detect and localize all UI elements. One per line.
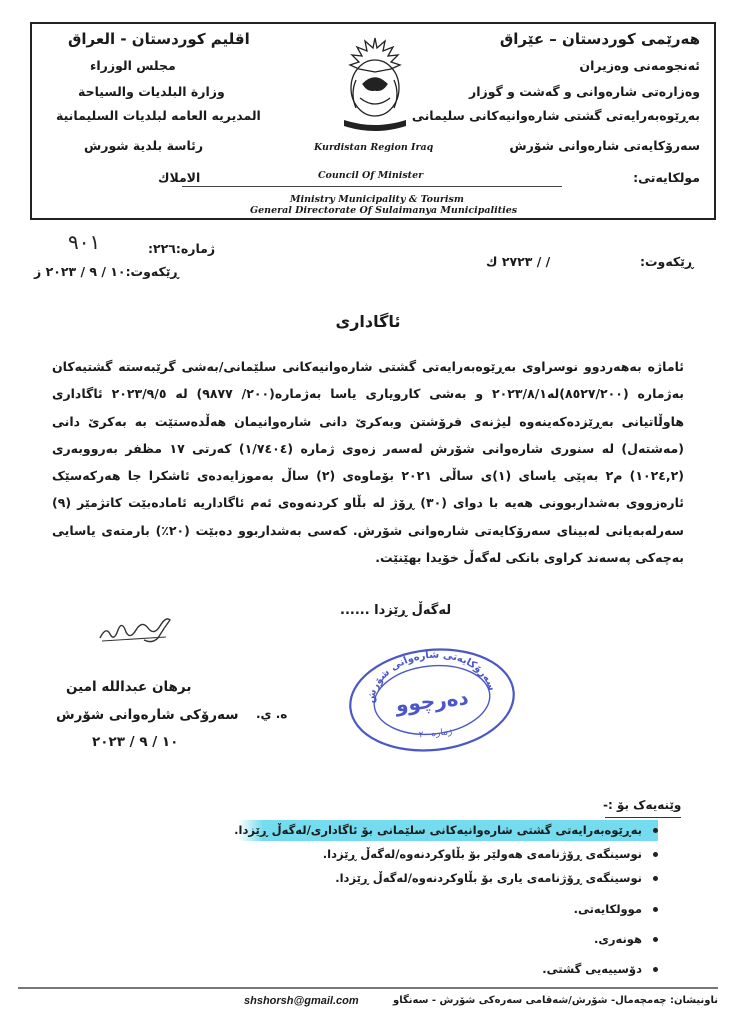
header-presidency-arabic: رئاسة بلدية شورش (84, 138, 204, 153)
header-region-english: Kurdistan Region Iraq (314, 142, 434, 153)
header-region-kurdish: هەرێمی کوردستان – عێراق (499, 30, 700, 48)
stamp-bottom-text: ژمارە ٢٠ (418, 727, 453, 741)
stamp-center-text: دەرچوو (394, 685, 470, 717)
cc-list (234, 820, 658, 980)
header-directorate-arabic: المديريه العامه لبلديات السليمانية (56, 108, 261, 123)
notice-body-text: ئاماژە بەهەردوو نوسراوی بەڕێوەبەرایەتی گشتی شارەوانیەکانی سلێمانی/بەشی گرێبەستە گشتیەکان بەژمارە (٨٥٢٧/٢٠٠)لە٢٠٢٣/٨/١ و بەشی کارویاری یاسا بەژمارە(٢٠٠/ ٩٨٧٧) لە ٢٠٢٣/٩/٥ ئاگاداری هاوڵاتیانی بەڕێزدەکەینەوە لیژنەی فرۆشتن وبەکرێ دانی شارەوانیمان هەڵدەستێت بە بەکرێ دانی (مەشتەل) لە سنوری شارەوانی شۆرش لەسەر زەوی ژمارە (١/٧٤٠٤) کەرتی ١٧ مظفر بەرووبەری (١٠٢٤,٢) م٢ بەپێی یاسای (١)ی ساڵی ٢٠٢١ بۆماوەی (٢) ساڵ بەموزایەدەی ئاشکرا جا هەرکەسێک ئارەزووی بەشداربوونی هەیە با دوای (٣٠) ڕۆژ لە بڵاو کردنەوەی ئەم ئاگاداریە ئامادەبێت کاتژمێر (٩) سەرلەبەیانی لەبینای سەرۆکایەتی شارەوانی شۆرش. کەسی بەشداربوو دەبێت (٢٠٪) بارمتەی یاسایی بەچەکی پەسەند کراوی بانکی لەگەڵ خۆیدا بهێنێت. (52, 359, 685, 566)
footer (18, 987, 718, 1007)
header-council-english: Council Of Minister (318, 170, 424, 181)
header-ministry-kurdish: وەزارەتی شارەوانی و گەشت و گوزار (469, 84, 700, 99)
notice-body (52, 353, 684, 571)
header-directorate-english: General Directorate Of Sulaimanya Municipalities (250, 205, 518, 216)
header-property-kurdish: مولکایەتی: (633, 170, 700, 185)
header-ministry-english: Ministry Municipality & Tourism (290, 194, 464, 205)
header-ministry-arabic: وزارة البلديات والسياحة (78, 84, 225, 99)
reference-date: ڕێکەوت:١٠ / ٩ / ٢٠٢٣ ز (34, 264, 179, 279)
footer-email[interactable]: shshorsh@gmail.com (244, 995, 359, 1007)
official-stamp (344, 644, 520, 756)
header-presidency-kurdish: سەرۆکایەتی شارەوانی شۆرش (509, 138, 700, 153)
kurdistan-emblem-icon (330, 32, 420, 140)
notice-title: ئاگاداری (335, 312, 401, 331)
cc-list-item: دۆسییەیی گشتی. (238, 959, 658, 980)
header-divider (182, 186, 562, 187)
header-directorate-kurdish: بەڕێوەبەرایەتی گشتی شارەوانیەکانی سلیمانی (411, 108, 700, 123)
header-region-arabic: اقليم كوردستان - العراق (68, 30, 250, 48)
header-property-arabic: الاملاك (158, 170, 201, 185)
cc-list-item: نوسینگەی ڕۆژنامەی یاری بۆ بڵاوکردنەوە/لەگەڵ ڕێزدا. (238, 868, 658, 889)
cc-list-item: نوسینگەی ڕۆژنامەی هەولێر بۆ بڵاوکردنەوە/لەگەڵ ڕێزدا. (238, 844, 658, 865)
reference-number-handwritten: ٩٠١ (68, 230, 101, 254)
cc-title-underline (605, 817, 681, 818)
signer-title: سەرۆکی شارەوانی شۆرش (56, 707, 239, 723)
letterhead (30, 22, 716, 220)
cc-list-item: بەڕێوەبەرایەتی گشتی شارەوانیەکانی سلێمانی بۆ ئاگاداری/لەگەڵ ڕێزدا. (238, 820, 658, 841)
reference-number-label: ژمارە:٢٢٦: (148, 241, 216, 256)
closing-regards: لەگەڵ ڕێزدا ...... (340, 603, 452, 618)
cc-list-item: موولکایەتی. (238, 899, 658, 920)
cc-title: وێنەیەک بۆ :- (603, 798, 682, 812)
stamp-ring-text: سەرۆکایەتی شارەوانی شۆرش (365, 649, 498, 705)
header-council-kurdish: ئەنجومەنی وەزیران (579, 58, 700, 73)
cc-list-item: هونەری. (238, 929, 658, 950)
signer-prefix: ە. ي. (256, 707, 288, 721)
signer-name: برهان عبدالله امين (66, 679, 192, 695)
footer-address: ناونیشان: چەمچەمال- شۆرش/شەقامی سەرەکی شۆرش - سەنگاو (393, 995, 718, 1006)
signer-date: ١٠ / ٩ / ٢٠٢٣ (92, 734, 179, 750)
alt-date-value: / / ٢٧٢٣ ك (486, 254, 551, 269)
handwritten-signature (96, 608, 176, 648)
alt-date-label: ڕێکەوت: (640, 254, 694, 269)
header-council-arabic: مجلس الوزراء (90, 58, 176, 73)
